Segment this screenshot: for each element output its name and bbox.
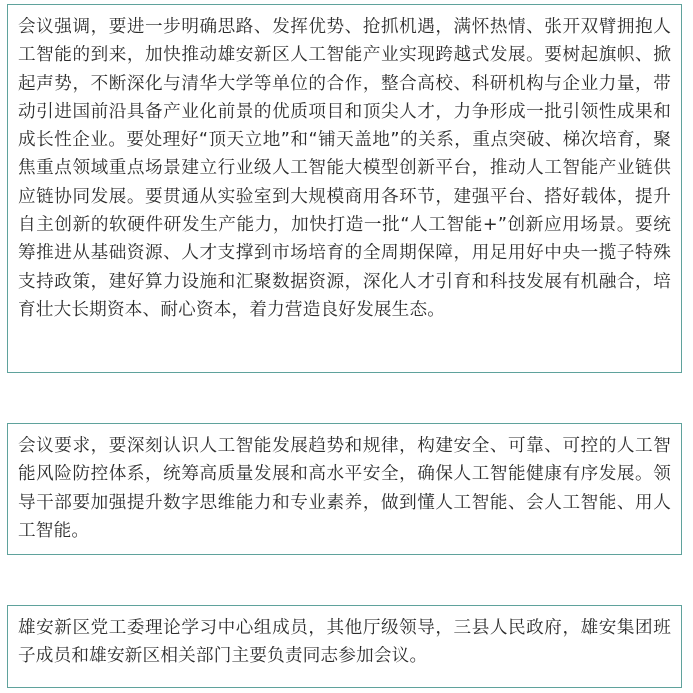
paragraph-box-emphasis <box>7 4 682 373</box>
paragraph-box-requirements <box>7 423 682 555</box>
paragraph-box-attendees <box>7 605 682 688</box>
paragraph-text: 会议强调，要进一步明确思路、发挥优势、抢抓机遇，满怀热情、张开双臂拥抱人工智能的到来，加快推动雄安新区人工智能产业实现跨越式发展。要树起旗帜、掀起声势，不断深化与清华大学等单位的合作，整合高校、科研机构与企业力量，带动引进国前沿具备产业化前景的优质项目和顶尖人才，力争形成一批引领性成果和成长性企业。要处理好“顶天立地”和“铺天盖地”的关系，重点突破、梯次培育，聚焦重点领域重点场景建立行业级人工智能大模型创新平台，推动人工智能产业链供应链协同发展。要贯通从实验室到大规模商用各环节，建强平台、搭好载体，提升自主创新的软硬件研发生产能力，加快打造一批“人工智能+”创新应用场景。要统筹推进从基础资源、人才支撑到市场培育的全周期保障，用足用好中央一揽子特殊支持政策，建好算力设施和汇聚数据资源，深化人才引育和科技发展有机融合，培育壮大长期资本、耐心资本，着力营造良好发展生态。 <box>18 17 671 320</box>
paragraph-text: 雄安新区党工委理论学习中心组成员，其他厅级领导，三县人民政府，雄安集团班子成员和雄安新区相关部门主要负责同志参加会议。 <box>18 618 671 667</box>
paragraph-text: 会议要求，要深刻认识人工智能发展趋势和规律，构建安全、可靠、可控的人工智能风险防控体系，统筹高质量发展和高水平安全，确保人工智能健康有序发展。领导干部要加强提升数字思维能力和专业素养，做到懂人工智能、会人工智能、用人工智能。 <box>18 436 671 541</box>
